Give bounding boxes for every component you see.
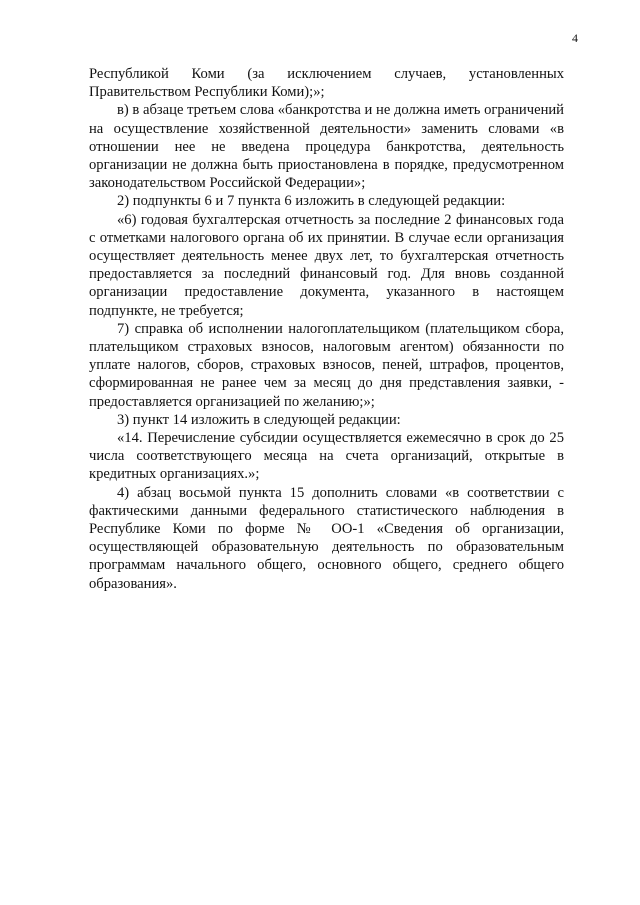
page-number: 4 (572, 31, 578, 45)
paragraph-subitem-7: 7) справка об исполнении налогоплательщиком (плательщиком сбора, плательщиком страховых взносов, налоговым агентом) обязанности по уплате налогов, сборов, страховых взносов, пеней, штрафов, процентов, сформированная не ранее чем за месяц до дня представления заявки, - предоставляется организацией по желанию;»; (89, 320, 564, 410)
paragraph-continuation: Республикой Коми (за исключением случаев, установленных Правительством Республики Коми);»; (89, 66, 564, 101)
paragraph-item-4: 4) абзац восьмой пункта 15 дополнить словами «в соответствии с фактическими данными федерального статистического наблюдения в Республике Коми по форме № ОО-1 «Сведения об организации, осуществляющей образовательную деятельность по образовательным программам начального общего, основного общего, среднего общего образования». (89, 484, 564, 592)
paragraph-subitem-6: «6) годовая бухгалтерская отчетность за последние 2 финансовых года с отметками налогового органа об их принятии. В случае если организация осуществляет деятельность менее двух лет, то бухгалтерская отчетность предоставляется за последний финансовый год. Для вновь созданной организации предоставление документа, указанного в настоящем подпункте, не требуется; (89, 211, 564, 319)
paragraph-point-14: «14. Перечисление субсидии осуществляется ежемесячно в срок до 25 числа соответствующего месяца на счета организаций, открытые в кредитных организациях.»; (89, 430, 564, 483)
document-body (89, 65, 564, 593)
paragraph-item-2: 2) подпункты 6 и 7 пункта 6 изложить в следующей редакции: (117, 193, 506, 210)
paragraph-item-3: 3) пункт 14 изложить в следующей редакции: (117, 411, 401, 428)
paragraph-item-v: в) в абзаце третьем слова «банкротства и не должна иметь ограничений на осуществление хозяйственной деятельности» заменить словами «в отношении нее не введена процедура банкротства, деятельность организации не должна быть приостановлена в порядке, предусмотренном законодательством Российской Федерации»; (89, 102, 564, 192)
